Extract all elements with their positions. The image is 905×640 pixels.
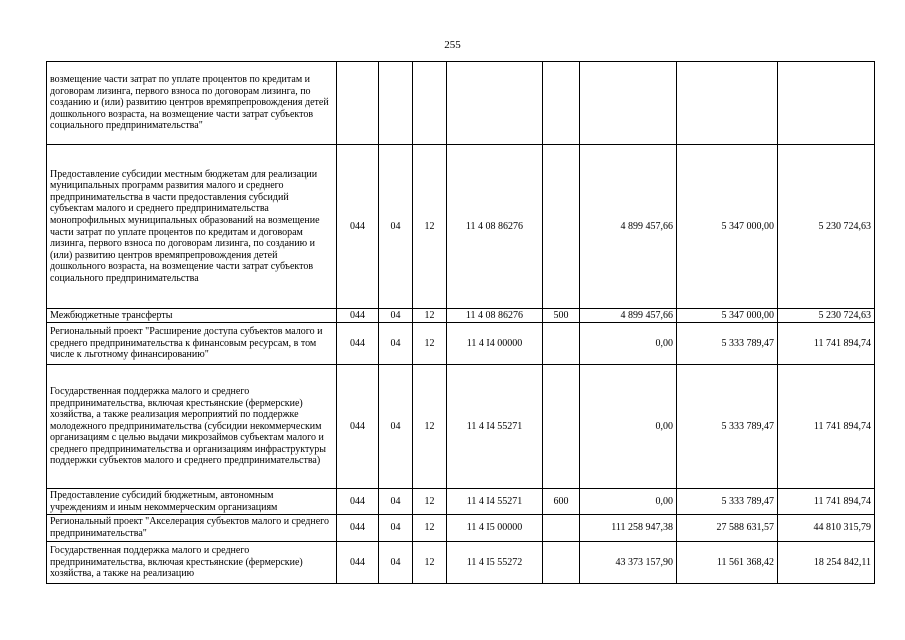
- section-code-cell: 04: [379, 309, 413, 323]
- subsection-code-cell: 12: [413, 542, 447, 584]
- amount-year-3-cell: 5 230 724,63: [778, 145, 875, 309]
- amount-year-3-cell: 5 230 724,63: [778, 309, 875, 323]
- target-article-cell: 11 4 I4 55271: [447, 489, 543, 515]
- item-name-cell: Предоставление субсидии местным бюджетам для реализации муниципальных программ развития малого и среднего предпринимательства в части предоставления субсидий субъектам малого и среднего предпринимательства монопрофильных муниципальных образований на возмещение части затрат по уплате процентов по кредитам и договорам лизинга, первого взноса по договорам лизинга, по созданию и (или) развитию центров времяпрепровождения детей дошкольного возраста, на возмещение части затрат субъектов социального предпринимательства: [47, 145, 337, 309]
- target-article-cell: [447, 62, 543, 145]
- target-article-cell: 11 4 08 86276: [447, 309, 543, 323]
- ministry-code-cell: [337, 62, 379, 145]
- ministry-code-cell: 044: [337, 365, 379, 489]
- subsection-code-cell: 12: [413, 489, 447, 515]
- amount-year-3-cell: 11 741 894,74: [778, 323, 875, 365]
- section-code-cell: 04: [379, 365, 413, 489]
- amount-year-1-cell: 4 899 457,66: [580, 309, 677, 323]
- ministry-code-cell: 044: [337, 542, 379, 584]
- amount-year-2-cell: 11 561 368,42: [677, 542, 778, 584]
- expense-type-cell: [543, 365, 580, 489]
- amount-year-1-cell: 4 899 457,66: [580, 145, 677, 309]
- amount-year-1-cell: 0,00: [580, 323, 677, 365]
- page-number: 255: [444, 39, 461, 51]
- table-row: [47, 365, 875, 489]
- subsection-code-cell: 12: [413, 365, 447, 489]
- item-name-cell: возмещение части затрат по уплате процентов по кредитам и договорам лизинга, первого взноса по договорам лизинга, по созданию и (или) развитию центров времяпрепровождения детей дошкольного возраста, на возмещение части затрат субъектов социального предпринимательства": [47, 62, 337, 145]
- item-name-cell: Региональный проект "Акселерация субъектов малого и среднего предпринимательства": [47, 515, 337, 542]
- amount-year-3-cell: 44 810 315,79: [778, 515, 875, 542]
- ministry-code-cell: 044: [337, 309, 379, 323]
- ministry-code-cell: 044: [337, 515, 379, 542]
- expense-type-cell: [543, 62, 580, 145]
- amount-year-1-cell: 111 258 947,38: [580, 515, 677, 542]
- amount-year-3-cell: 11 741 894,74: [778, 365, 875, 489]
- target-article-cell: 11 4 08 86276: [447, 145, 543, 309]
- item-name-cell: Государственная поддержка малого и среднего предпринимательства, включая крестьянские (фермерские) хозяйства, а также реализация мероприятий по поддержке молодежного предпринимательства (субсидии некоммерческим организациям с целью выдачи микрозаймов субъектам малого и среднего предпринимательства и организациям инфраструктуры поддержки субъектов малого и среднего предпринимательства): [47, 365, 337, 489]
- subsection-code-cell: 12: [413, 145, 447, 309]
- section-code-cell: 04: [379, 145, 413, 309]
- amount-year-2-cell: 5 333 789,47: [677, 489, 778, 515]
- amount-year-1-cell: 0,00: [580, 365, 677, 489]
- subsection-code-cell: 12: [413, 309, 447, 323]
- amount-year-1-cell: 43 373 157,90: [580, 542, 677, 584]
- expense-type-cell: [543, 542, 580, 584]
- section-code-cell: [379, 62, 413, 145]
- item-name-cell: Региональный проект "Расширение доступа субъектов малого и среднего предпринимательства к финансовым ресурсам, в том числе к льготному финансированию": [47, 323, 337, 365]
- table-row: [47, 309, 875, 323]
- amount-year-1-cell: [580, 62, 677, 145]
- subsection-code-cell: 12: [413, 515, 447, 542]
- amount-year-2-cell: 5 347 000,00: [677, 145, 778, 309]
- ministry-code-cell: 044: [337, 489, 379, 515]
- item-name-cell: Межбюджетные трансферты: [47, 309, 337, 323]
- budget-table: [46, 61, 875, 584]
- target-article-cell: 11 4 I4 00000: [447, 323, 543, 365]
- expense-type-cell: 500: [543, 309, 580, 323]
- amount-year-2-cell: 5 333 789,47: [677, 323, 778, 365]
- target-article-cell: 11 4 I4 55271: [447, 365, 543, 489]
- section-code-cell: 04: [379, 515, 413, 542]
- target-article-cell: 11 4 I5 55272: [447, 542, 543, 584]
- ministry-code-cell: 044: [337, 145, 379, 309]
- subsection-code-cell: [413, 62, 447, 145]
- amount-year-3-cell: [778, 62, 875, 145]
- ministry-code-cell: 044: [337, 323, 379, 365]
- amount-year-3-cell: 18 254 842,11: [778, 542, 875, 584]
- expense-type-cell: [543, 145, 580, 309]
- amount-year-2-cell: 27 588 631,57: [677, 515, 778, 542]
- section-code-cell: 04: [379, 489, 413, 515]
- amount-year-2-cell: 5 333 789,47: [677, 365, 778, 489]
- expense-type-cell: [543, 515, 580, 542]
- table-row: [47, 542, 875, 584]
- expense-type-cell: [543, 323, 580, 365]
- table-row: [47, 515, 875, 542]
- expense-type-cell: 600: [543, 489, 580, 515]
- amount-year-2-cell: [677, 62, 778, 145]
- table-row: [47, 62, 875, 145]
- table-row: [47, 489, 875, 515]
- amount-year-2-cell: 5 347 000,00: [677, 309, 778, 323]
- item-name-cell: Государственная поддержка малого и среднего предпринимательства, включая крестьянские (фермерские) хозяйства, а также на реализацию: [47, 542, 337, 584]
- table-row: [47, 145, 875, 309]
- item-name-cell: Предоставление субсидий бюджетным, автономным учреждениям и иным некоммерческим организациям: [47, 489, 337, 515]
- section-code-cell: 04: [379, 323, 413, 365]
- target-article-cell: 11 4 I5 00000: [447, 515, 543, 542]
- amount-year-3-cell: 11 741 894,74: [778, 489, 875, 515]
- subsection-code-cell: 12: [413, 323, 447, 365]
- amount-year-1-cell: 0,00: [580, 489, 677, 515]
- section-code-cell: 04: [379, 542, 413, 584]
- table-row: [47, 323, 875, 365]
